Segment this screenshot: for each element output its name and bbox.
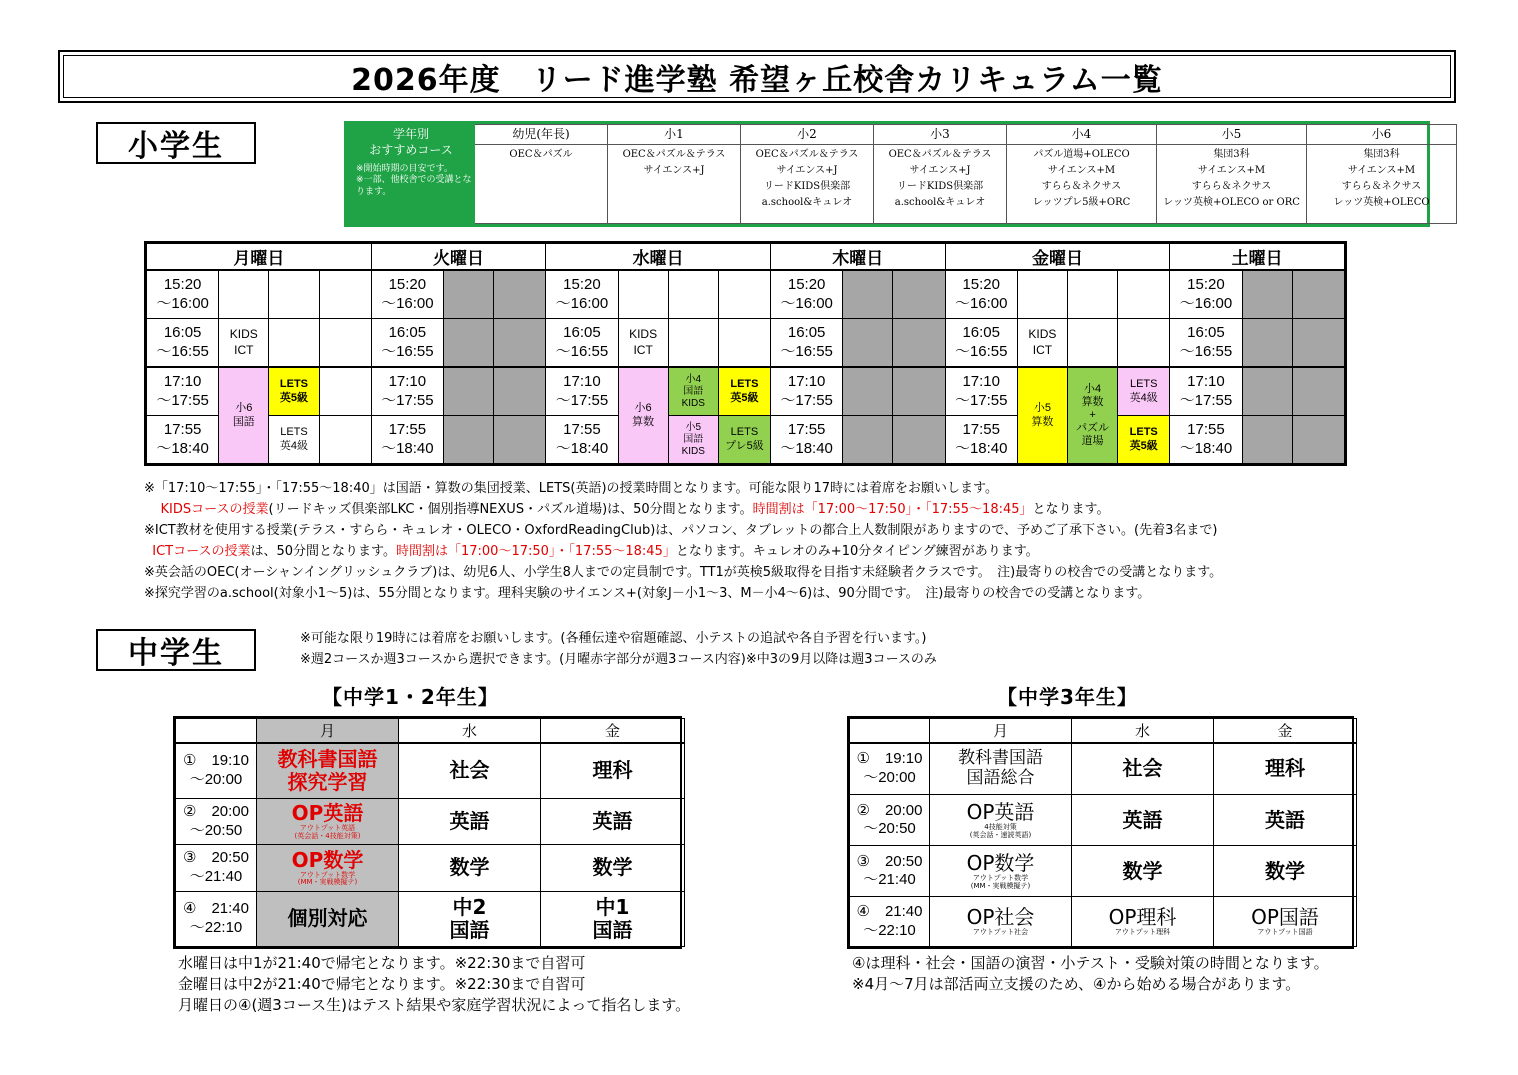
empty-cell: [718, 270, 770, 319]
fri-class: 中1 国語: [541, 891, 685, 946]
time-slot: 15:20 ～16:00: [1170, 270, 1242, 319]
wed-class: 数学: [1072, 846, 1214, 897]
kids-ict-cell: KIDS ICT: [219, 319, 269, 368]
fri-class: 英語: [1214, 795, 1357, 846]
g12-heading: 【中学1・2年生】: [322, 685, 499, 709]
empty-cell: [219, 270, 269, 319]
time-slot: 17:55 ～18:40: [147, 416, 219, 464]
day-header: 月曜日: [147, 244, 372, 271]
time-slot: 17:10 ～17:55: [546, 367, 618, 416]
empty-cell: [319, 367, 371, 416]
closed-cell: [494, 319, 546, 368]
time-slot: 17:10 ～17:55: [147, 367, 219, 416]
mon-class: 個別対応: [257, 891, 399, 946]
time-slot: 15:20 ～16:00: [371, 270, 443, 319]
g12-table: [173, 716, 682, 949]
recommend-header: 学年別 おすすめコース ※開始時期の目安です。 ※一部、他校舎での受講となります。: [348, 125, 475, 224]
closed-cell: [843, 319, 893, 368]
class-cell: LETS 英5級: [718, 367, 770, 416]
closed-cell: [1242, 319, 1292, 368]
closed-cell: [843, 270, 893, 319]
col-header: 金: [541, 719, 685, 743]
time-slot: 17:55 ～18:40: [371, 416, 443, 464]
time-slot: 17:55 ～18:40: [1170, 416, 1242, 464]
note-line: ※可能な限り19時には着席をお願いします。(各種伝達や宿題確認、小テストの追試や各自予習を行います。): [300, 631, 927, 646]
corner-cell: [850, 719, 930, 743]
closed-cell: [443, 416, 493, 464]
note-line: ※「17:10～17:55」・「17:55～18:40」は国語・算数の集団授業、LETS(英語)の授業時間となります。可能な限り17時には着席をお願いします。: [144, 481, 999, 496]
day-header: 木曜日: [771, 244, 946, 271]
empty-cell: [718, 319, 770, 368]
day-header: 火曜日: [371, 244, 546, 271]
note-line: 月曜日の④(週3コース生)はテスト結果や家庭学習状況によって指名します。: [178, 996, 691, 1014]
g3-footnotes: [852, 953, 1329, 995]
empty-cell: [1067, 319, 1117, 368]
time-slot: 16:05 ～16:55: [945, 319, 1017, 368]
course-cell: OEC＆パズル＆テラス サイエンス+J リードKIDS倶楽部 a.school&キュレオ: [741, 145, 874, 224]
time-slot: 16:05 ～16:55: [546, 319, 618, 368]
class-cell: LETS プレ5級: [718, 416, 770, 464]
empty-cell: [1118, 270, 1170, 319]
empty-cell: [618, 270, 668, 319]
time-slot: 15:20 ～16:00: [771, 270, 843, 319]
mon-class: 教科書国語 探究学習: [257, 743, 399, 799]
fri-class: 数学: [541, 845, 685, 891]
note-line: ※ICT教材を使用する授業(テラス・すらら・キュレオ・OLECO・OxfordReadingClub)は、パソコン、タブレットの都合上人数制限がありますので、予めご了承下さい。(先着3名まで): [144, 523, 1218, 538]
closed-cell: [893, 367, 945, 416]
elementary-notes: [144, 478, 1222, 604]
fri-class: 理科: [541, 743, 685, 799]
kids-ict-cell: KIDS ICT: [618, 319, 668, 368]
page-title: 2026年度 リード進学塾 希望ヶ丘校舎カリキュラム一覧: [351, 62, 1163, 98]
period-time: ④ 21:40 ～22:10: [176, 891, 257, 946]
grade-header: 小3: [874, 125, 1007, 145]
closed-cell: [893, 270, 945, 319]
time-slot: 17:10 ～17:55: [1170, 367, 1242, 416]
note-line: ※週2コースか週3コースから選択できます。(月曜赤字部分が週3コース内容)※中3の9月以降は週3コースのみ: [300, 652, 937, 667]
empty-cell: [269, 270, 319, 319]
wed-class: 数学: [399, 845, 541, 891]
class-cell: 小6 国語: [219, 367, 269, 463]
note-line: 金曜日は中2が21:40で帰宅となります。※22:30まで自習可: [178, 975, 586, 993]
closed-cell: [443, 319, 493, 368]
grade-header: 小2: [741, 125, 874, 145]
closed-cell: [1292, 416, 1344, 464]
mon-class: OP数学 アウトプット数学 (MM・実戦模擬テ): [257, 845, 399, 891]
course-cell: OEC＆パズル: [475, 145, 608, 224]
period-time: ② 20:00 ～20:50: [850, 795, 930, 846]
class-cell: LETS 英4級: [269, 416, 319, 464]
time-slot: 15:20 ～16:00: [147, 270, 219, 319]
empty-cell: [668, 319, 718, 368]
g3-heading: 【中学3年生】: [997, 685, 1138, 709]
empty-cell: [319, 270, 371, 319]
period-time: ② 20:00 ～20:50: [176, 798, 257, 844]
time-slot: 16:05 ～16:55: [1170, 319, 1242, 368]
empty-cell: [1118, 319, 1170, 368]
time-slot: 17:55 ～18:40: [945, 416, 1017, 464]
grade-header: 小5: [1157, 125, 1307, 145]
g3-table: [847, 716, 1354, 949]
closed-cell: [843, 367, 893, 416]
corner-cell: [176, 719, 257, 743]
junior-notes: [300, 628, 937, 670]
class-cell: LETS 英5級: [269, 367, 319, 416]
junior-label: 中学生: [96, 629, 256, 671]
class-cell: 小4 国語 KIDS: [668, 367, 718, 416]
col-header: 月: [257, 719, 399, 743]
day-header: 水曜日: [546, 244, 771, 271]
col-header: 月: [930, 719, 1072, 743]
closed-cell: [1292, 319, 1344, 368]
mon-class: OP英語 アウトプット英語 (英会話・4技能対策): [257, 798, 399, 844]
class-cell: LETS 英5級: [1118, 416, 1170, 464]
time-slot: 16:05 ～16:55: [771, 319, 843, 368]
class-cell: 小6 算数: [618, 367, 668, 463]
time-slot: 16:05 ～16:55: [371, 319, 443, 368]
fri-class: 数学: [1214, 846, 1357, 897]
wed-class: OP理科 アウトプット理科: [1072, 897, 1214, 947]
mon-class: 教科書国語 国語総合: [930, 743, 1072, 795]
empty-cell: [319, 319, 371, 368]
grade-header: 小4: [1007, 125, 1157, 145]
closed-cell: [893, 319, 945, 368]
grade-header: 小1: [608, 125, 741, 145]
note-line: KIDSコースの授業(リードキッズ倶楽部LKC・個別指導NEXUS・パズル道場)は、50分間となります。時間割は「17:00～17:50」・「17:55～18:45」となります。: [160, 502, 1110, 517]
course-cell: 集団3科 サイエンス+M すらら＆ネクサス レッツ英検+OLECO: [1307, 145, 1457, 224]
closed-cell: [843, 416, 893, 464]
course-cell: パズル道場+OLECO サイエンス+M すらら＆ネクサス レッツプレ5級+ORC: [1007, 145, 1157, 224]
time-slot: 17:10 ～17:55: [371, 367, 443, 416]
grade-header: 幼児(年長): [475, 125, 608, 145]
period-time: ③ 20:50 ～21:40: [850, 846, 930, 897]
mon-class: OP数学 アウトプット数学 (MM・実戦模擬テ): [930, 846, 1072, 897]
recommend-table: [344, 121, 1430, 227]
class-cell: LETS 英4級: [1118, 367, 1170, 416]
course-cell: OEC＆パズル＆テラス サイエンス+J リードKIDS倶楽部 a.school&キュレオ: [874, 145, 1007, 224]
note-line: 水曜日は中1が21:40で帰宅となります。※22:30まで自習可: [178, 954, 586, 972]
class-cell: 小5 国語 KIDS: [668, 416, 718, 464]
day-header: 土曜日: [1170, 244, 1345, 271]
period-time: ④ 21:40 ～22:10: [850, 897, 930, 947]
note-line: ④は理科・社会・国語の演習・小テスト・受験対策の時間となります。: [852, 954, 1329, 972]
closed-cell: [1292, 367, 1344, 416]
note-line: ※英会話のOEC(オーシャンイングリッシュクラブ)は、幼児6人、小学生8人までの定員制です。TT1が英検5級取得を目指す未経験者クラスです。 注)最寄りの校舎での受講となります。: [144, 565, 1223, 580]
course-cell: OEC＆パズル＆テラス サイエンス+J: [608, 145, 741, 224]
fri-class: OP国語 アウトプット国語: [1214, 897, 1357, 947]
col-header: 金: [1214, 719, 1357, 743]
elementary-schedule: [144, 241, 1347, 466]
fri-class: 理科: [1214, 743, 1357, 795]
period-time: ③ 20:50 ～21:40: [176, 845, 257, 891]
day-header: 金曜日: [945, 244, 1170, 271]
closed-cell: [494, 367, 546, 416]
time-slot: 17:55 ～18:40: [771, 416, 843, 464]
time-slot: 17:10 ～17:55: [945, 367, 1017, 416]
time-slot: 17:55 ～18:40: [546, 416, 618, 464]
elementary-label: 小学生: [96, 122, 256, 164]
mon-class: OP社会 アウトプット社会: [930, 897, 1072, 947]
fri-class: 英語: [541, 798, 685, 844]
mon-class: OP英語 4技能対策 (英会話・速読英語): [930, 795, 1072, 846]
time-slot: 15:20 ～16:00: [546, 270, 618, 319]
closed-cell: [443, 367, 493, 416]
closed-cell: [443, 270, 493, 319]
empty-cell: [269, 319, 319, 368]
wed-class: 社会: [399, 743, 541, 799]
wed-class: 英語: [1072, 795, 1214, 846]
closed-cell: [893, 416, 945, 464]
closed-cell: [494, 416, 546, 464]
kids-ict-cell: KIDS ICT: [1017, 319, 1067, 368]
closed-cell: [1242, 270, 1292, 319]
empty-cell: [319, 416, 371, 464]
time-slot: 17:10 ～17:55: [771, 367, 843, 416]
class-cell: 小5 算数: [1017, 367, 1067, 463]
time-slot: 16:05 ～16:55: [147, 319, 219, 368]
class-cell: 小4 算数 + パズル 道場: [1067, 367, 1117, 463]
g12-footnotes: [178, 953, 690, 1016]
wed-class: 英語: [399, 798, 541, 844]
wed-class: 中2 国語: [399, 891, 541, 946]
closed-cell: [1242, 416, 1292, 464]
period-time: ① 19:10 ～20:00: [850, 743, 930, 795]
course-cell: 集団3科 サイエンス+M すらら＆ネクサス レッツ英検+OLECO or ORC: [1157, 145, 1307, 224]
col-header: 水: [1072, 719, 1214, 743]
wed-class: 社会: [1072, 743, 1214, 795]
time-slot: 15:20 ～16:00: [945, 270, 1017, 319]
closed-cell: [494, 270, 546, 319]
note-line: ※4月～7月は部活両立支援のため、④から始める場合があります。: [852, 975, 1301, 993]
note-line: ※探究学習のa.school(対象小1～5)は、55分間となります。理科実験のサイエンス+(対象J－小1～3、M－小4～6)は、90分間です。 注)最寄りの校舎での受講となります。: [144, 586, 1151, 601]
note-line: ICTコースの授業は、50分間となります。時間割は「17:00～17:50」・「17:55～18:45」となります。キュレオのみ+10分タイピング練習があります。: [152, 544, 1039, 559]
period-time: ① 19:10 ～20:00: [176, 743, 257, 799]
empty-cell: [668, 270, 718, 319]
grade-header: 小6: [1307, 125, 1457, 145]
empty-cell: [1067, 270, 1117, 319]
empty-cell: [1017, 270, 1067, 319]
col-header: 水: [399, 719, 541, 743]
closed-cell: [1292, 270, 1344, 319]
closed-cell: [1242, 367, 1292, 416]
title-box: [58, 50, 1456, 103]
